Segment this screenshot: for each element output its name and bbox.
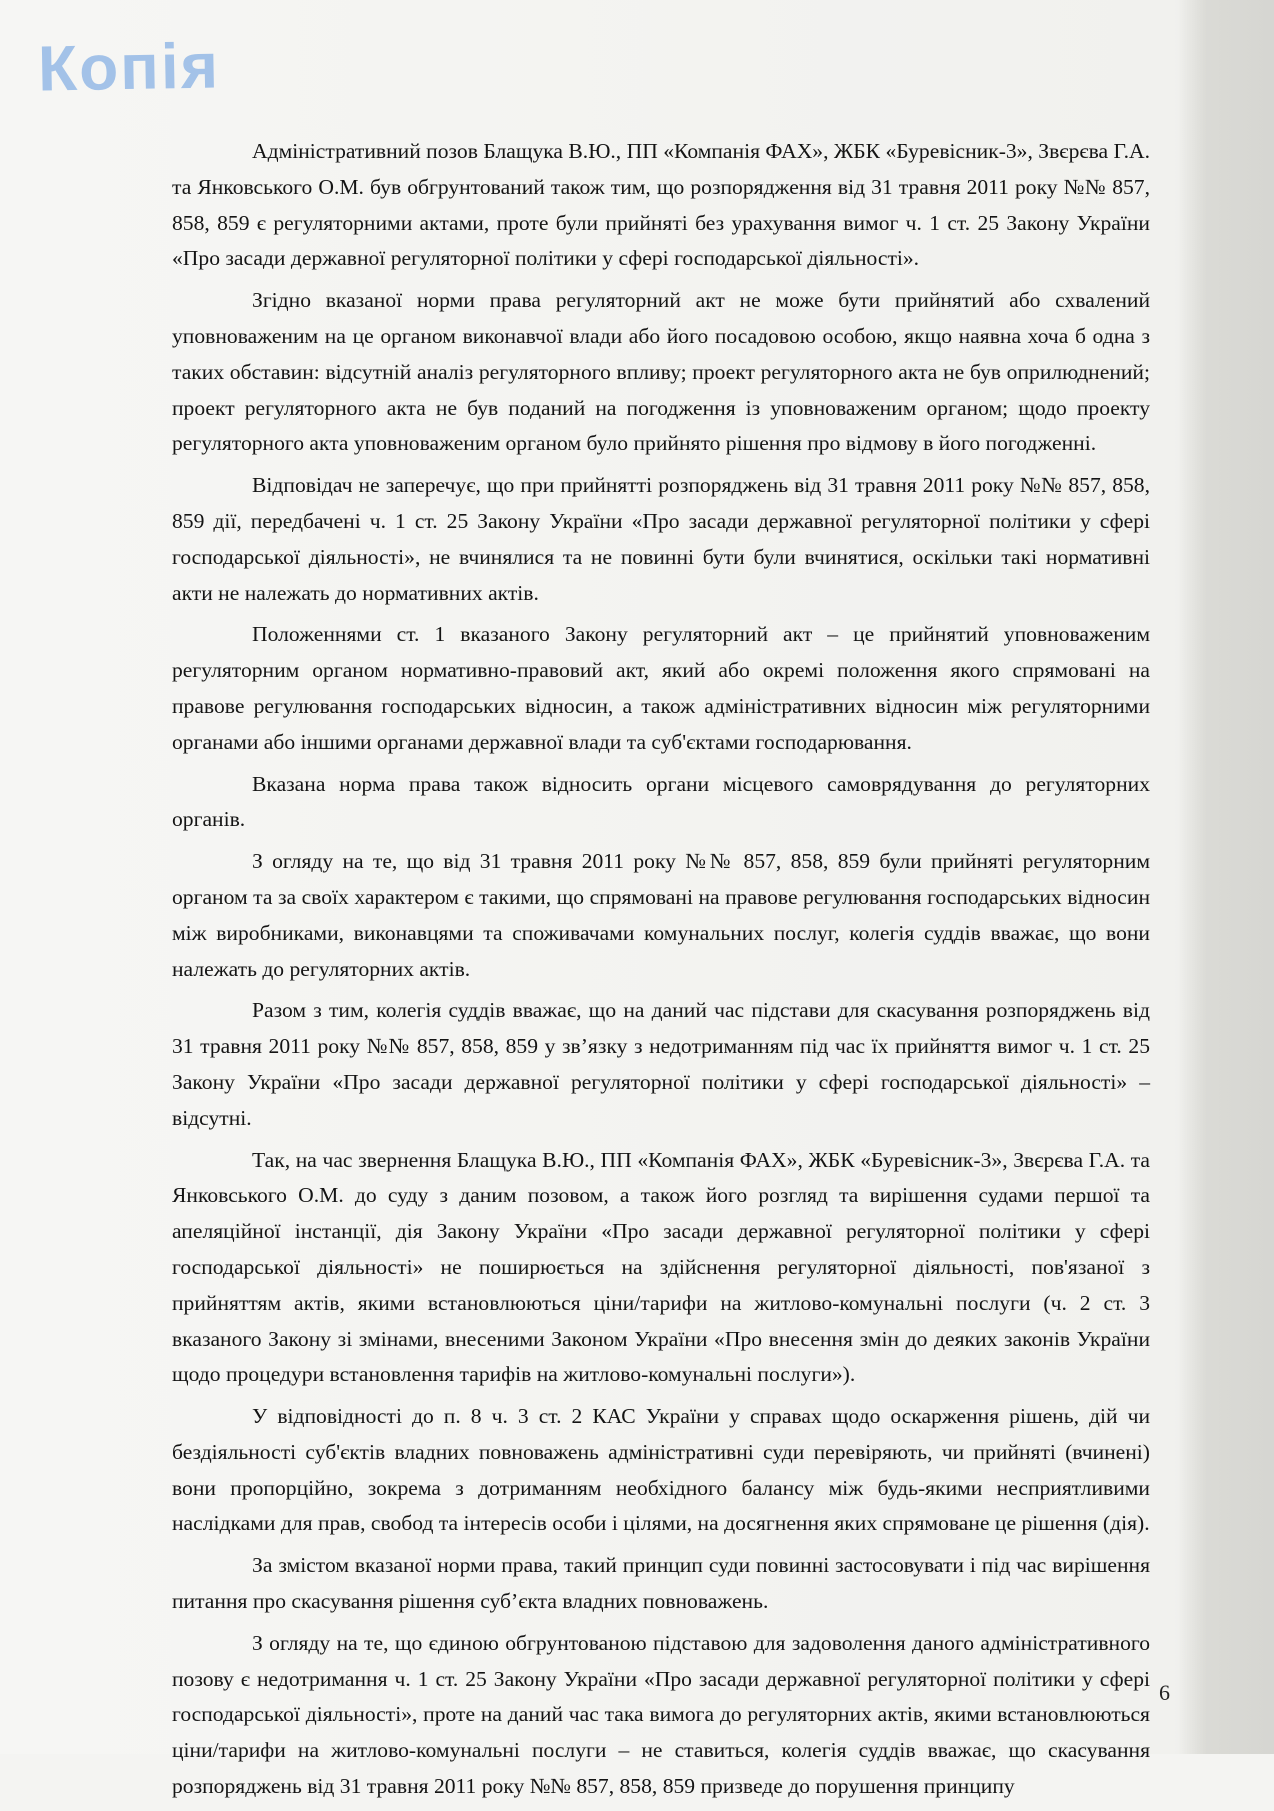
paragraph-9: У відповідності до п. 8 ч. 3 ст. 2 КАС України у справах щодо оскарження рішень, дій чи бездіяльності суб'єктів владних повноважень адміністративні суди перевіряють, чи прийняті (вчинені) вони пропорційно, зокрема з дотриманням необхідного балансу між будь-якими несприятливими наслідками для прав, свобод та інтересів особи і цілями, на досягнення яких спрямоване це рішення (дія). <box>172 1404 1150 1536</box>
paragraph-1: Адміністративний позов Блащука В.Ю., ПП «Компанія ФАХ», ЖБК «Буревісник-3», Звєрєва Г.А. та Янковського О.М. був обгрунтований також тим, що розпорядження від 31 травня 2011 року №№ 857, 858, 859 є регуляторними актами, проте були прийняті без урахування вимог ч. 1 ст. 25 Закону України «Про засади державної регуляторної політики у сфері господарської діяльності». <box>172 139 1150 271</box>
paragraph-8: Так, на час звернення Блащука В.Ю., ПП «Компанія ФАХ», ЖБК «Буревісник-3», Звєрєва Г.А. та Янковського О.М. до суду з даним позовом, а також його розгляд та вирішення судами першої та апеляційної інстанції, дія Закону України «Про засади державної регуляторної політики у сфері господарської діяльності» не поширюється на здійснення регуляторної діяльності, пов'язаної з прийняттям актів, якими встановлюються ціни/тарифи на житлово-комунальні послуги (ч. 2 ст. 3 вказаного Закону зі змінами, внесеними Законом України «Про внесення змін до деяких законів України щодо процедури встановлення тарифів на житлово-комунальні послуги»). <box>172 1147 1150 1387</box>
page-number: 6 <box>1159 1680 1170 1705</box>
paragraph-11: З огляду на те, що єдиною обгрунтованою підставою для задоволення даного адміністративного позову є недотримання ч. 1 ст. 25 Закону України «Про засади державної регуляторної політики у сфері господарської діяльності», проте на даний час така вимога до регуляторних актів, якими встановлюються ціни/тарифи на житлово-комунальні послуги – не ставиться, колегія суддів вважає, що скасування розпоряджень від 31 травня 2011 року №№ 857, 858, 859 призведе до порушення принципу <box>172 1630 1150 1799</box>
paragraph-3: Відповідач не заперечує, що при прийнятті розпоряджень від 31 травня 2011 року №№ 857, 858, 859 дії, передбачені ч. 1 ст. 25 Закону України «Про засади державної регуляторної політики у сфері господарської діяльності», не вчинялися та не повинні бути були вчинятися, оскільки такі нормативні акти не належать до нормативних актів. <box>172 473 1150 605</box>
paragraph-2: Згідно вказаної норми права регуляторний акт не може бути прийнятий або схвалений уповноваженим на це органом виконавчої влади або його посадовою особою, якщо наявна хоча б одна з таких обставин: відсутній аналіз регуляторного впливу; проект регуляторного акта не був оприлюднений; проект регуляторного акта не був поданий на погодження із уповноваженим органом; щодо проекту регуляторного акта уповноваженим органом було прийнято рішення про відмову в його погодженні. <box>172 288 1150 456</box>
copy-stamp: Копія <box>37 29 221 105</box>
paragraph-6: З огляду на те, що від 31 травня 2011 року №№ 857, 858, 859 були прийняті регуляторним органом та за своїх характером є такими, що спрямовані на правове регулювання господарських відносин між виробниками, виконавцями та споживачами комунальних послуг, колегія суддів вважає, що вони належать до регуляторних актів. <box>172 849 1150 981</box>
page-edge-shadow <box>1178 0 1274 1754</box>
paragraph-5: Вказана норма права також відносить органи місцевого самоврядування до регуляторних органів. <box>172 771 1150 832</box>
document-body <box>172 134 1150 1811</box>
paragraph-4: Положеннями ст. 1 вказаного Закону регуляторний акт – це прийнятий уповноваженим регуляторним органом нормативно-правовий акт, який або окремі положення якого спрямовані на правове регулювання господарських відносин, а також адміністративних відносин між регуляторними органами або іншими органами державної влади та суб'єктами господарювання. <box>172 622 1150 754</box>
paragraph-10: За змістом вказаної норми права, такий принцип суди повинні застосовувати і під час вирішення питання про скасування рішення суб’єкта владних повноважень. <box>172 1553 1150 1614</box>
paragraph-7: Разом з тим, колегія суддів вважає, що на даний час підстави для скасування розпоряджень від 31 травня 2011 року №№ 857, 858, 859 у зв’язку з недотриманням під час їх прийняття вимог ч. 1 ст. 25 Закону України «Про засади державної регуляторної політики у сфері господарської діяльності» – відсутні. <box>172 998 1150 1130</box>
